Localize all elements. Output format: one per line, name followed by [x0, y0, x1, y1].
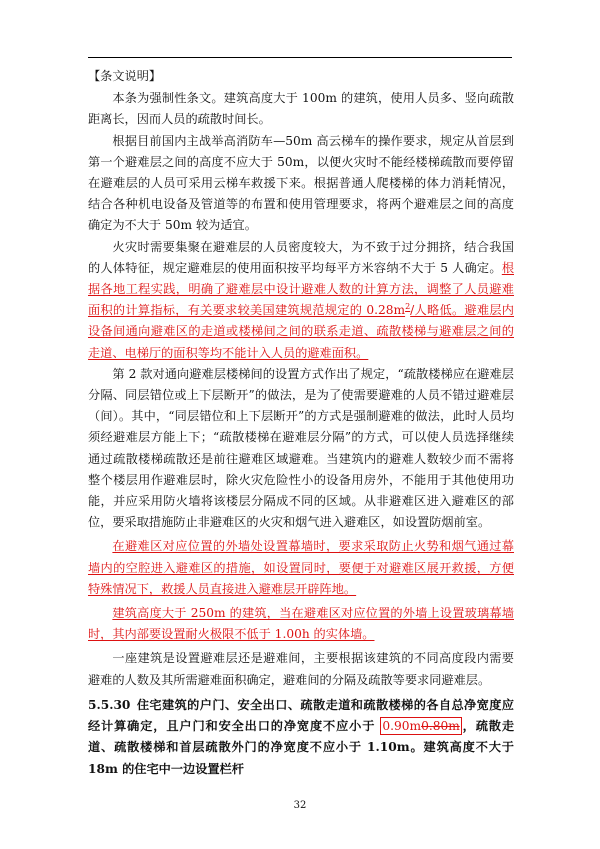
- paragraph-1: 本条为强制性条文。建筑高度大于 100m 的建筑，使用人员多、竖向疏散距离长，因而人员的疏散时间长。: [88, 91, 514, 127]
- clause-number: 5.5.30: [88, 697, 131, 712]
- clause-text-b: ，疏散走道、疏散楼梯和首层疏散外门的净宽度不应小于 1.10m。建筑高度不大于 18m 的住宅中一边设置栏杆: [88, 719, 515, 776]
- clause-5-5-30: [88, 695, 514, 780]
- revised-value: 0.90m: [382, 719, 422, 734]
- paragraph-3-normal: 火灾时需要集聚在避难层的人员密度较大，为不致于过分拥挤，结合我国的人体特征，规定避难层的使用面积按平均每平方米容纳不大于 5 人确定。: [88, 239, 514, 275]
- paragraph-3-superscript: 2: [405, 302, 411, 312]
- section-heading: 【条文说明】: [88, 69, 162, 83]
- paragraph-6-revision: 建筑高度大于 250m 的建筑，当在避难区对应位置的外墙上设置玻璃幕墙时，其内部要设置耐火极限不低于 1.00h 的实体墙。: [88, 606, 514, 642]
- revised-value-box: [380, 717, 461, 735]
- clause-text-a: 住宅建筑的户门、安全出口、疏散走道和疏散楼梯的各自总净宽度应经计算确定，且户门和安全出口的净宽度不应小于: [88, 697, 514, 734]
- header-rule: [88, 57, 512, 58]
- paragraph-7: 一座建筑是设置避难层还是避难间，主要根据该建筑的不同高度段内需要避难的人数及其所需避难面积确定，避难间的分隔及疏散等要求同避难层。: [88, 651, 514, 687]
- paragraph-2: 根据目前国内主战举高消防车—50m 高云梯车的操作要求，规定从首层到第一个避难层之间的高度不应大于 50m，以便火灾时不能经楼梯疏散而要停留在避难层的人员可采用云梯车救援下来。根据普通人爬楼梯的体力消耗情况，结合各种机电设备及管道等的布置和使用管理要求，将两个避难层之间的高度确定为不大于 50m 较为适宜。: [88, 133, 514, 233]
- deleted-value: 0.80m: [421, 719, 460, 734]
- paragraph-3-revision-a: 根据各地工程实践，明确了避难层中设计避难人数的计算方法，调整了人员避难面积的计算指标，有关要求较美国建筑规范规定的 0.28m: [88, 260, 514, 318]
- paragraph-3: [88, 237, 514, 364]
- document-body: [88, 66, 514, 780]
- paragraph-4: 第 2 款对通向避难层楼梯间的设置方式作出了规定，“疏散楼梯应在避难层分隔、同层错位或上下层断开”的做法，是为了使需要避难的人员不错过避难层（间）。其中，“同层错位和上下层断开”的方式是强制避难的做法，此时人员均须经避难层方能上下；“疏散楼梯在避难层分隔”的方式，可以使人员选择继续通过疏散楼梯疏散还是前往避难区域避难。当建筑内的避难人数较少而不需将整个楼层用作避难层时，除火灾危险性小的设备用房外，不能用于其他使用功能，并应采用防火墙将该楼层分隔成不同的区域。从非避难区进入避难区的部位，要采取措施防止非避难区的火灾和烟气进入避难区，如设置防烟前室。: [88, 366, 514, 530]
- paragraph-3-revision-b: /人略低。避难层内设备间通向避难区的走道或楼梯间之间的联系走道、疏散楼梯与避难层之间的走道、电梯厅的面积等均不能计入人员的避难面积。: [88, 303, 514, 360]
- page-number: 32: [293, 800, 307, 811]
- paragraph-5-revision: 在避难区对应位置的外墙处设置幕墙时，要求采取防止火势和烟气通过幕墙内的空腔进入避难区的措施，如设置同时，要便于对避难区展开救援，方便特殊情况下，救援人员直接进入避难层开辟阵地。: [88, 539, 514, 596]
